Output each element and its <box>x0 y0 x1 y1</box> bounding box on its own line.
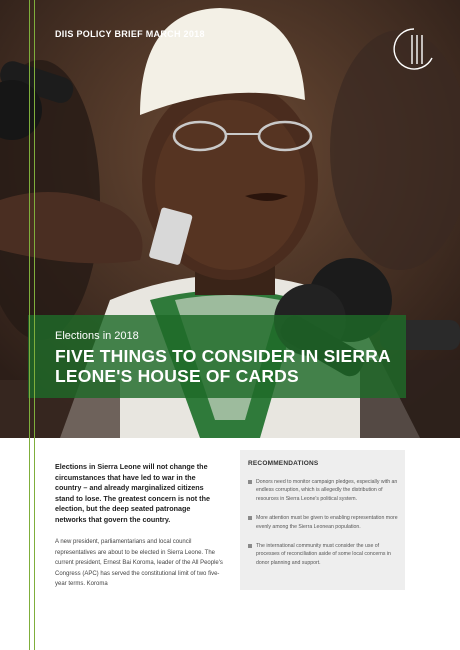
square-bullet-icon <box>248 544 252 548</box>
recommendations-list <box>248 478 398 578</box>
cover-title: FIVE THINGS TO CONSIDER IN SIERRA LEONE'S HOUSE OF CARDS <box>55 346 391 386</box>
lead-paragraph: Elections in Sierra Leone will not change the circumstances that have led to war in the country – and already marginalized citizens stand to lose. The greatest concern is not the election, but the deep seated patronage networks that govern the country. <box>55 462 210 524</box>
recommendations-title: RECOMMENDATIONS <box>248 460 319 467</box>
square-bullet-icon <box>248 480 252 484</box>
recommendation-item <box>248 478 398 503</box>
recommendation-item <box>248 542 398 567</box>
square-bullet-icon <box>248 516 252 520</box>
diis-logo-icon <box>393 26 435 72</box>
body-paragraph: A new president, parliamentarians and local council representatives are about to be elected in Sierra Leone. The current president, Ernest Bai Koroma, leader of the All People's Congress (APC) has served the constitutional limit of two five-year terms. Koroma <box>55 539 223 588</box>
series-header: DIIS POLICY BRIEF MARCH 2018 <box>55 29 205 39</box>
accent-rule-right <box>34 0 35 650</box>
cover-kicker: Elections in 2018 <box>55 330 139 342</box>
recommendation-text: The international community must consider the use of processes of reconciliation aside of some local concerns in donor planning and support. <box>256 543 391 566</box>
recommendation-item <box>248 514 398 531</box>
recommendation-text: Donors need to monitor campaign pledges, especially with an endless corruption, which is allegedly the distribution of resources in Sierra Leone's political system. <box>256 479 398 502</box>
recommendation-text: More attention must be given to enabling representation more evenly among the Sierra Leonean population. <box>256 515 398 530</box>
accent-rule-left <box>29 0 30 650</box>
